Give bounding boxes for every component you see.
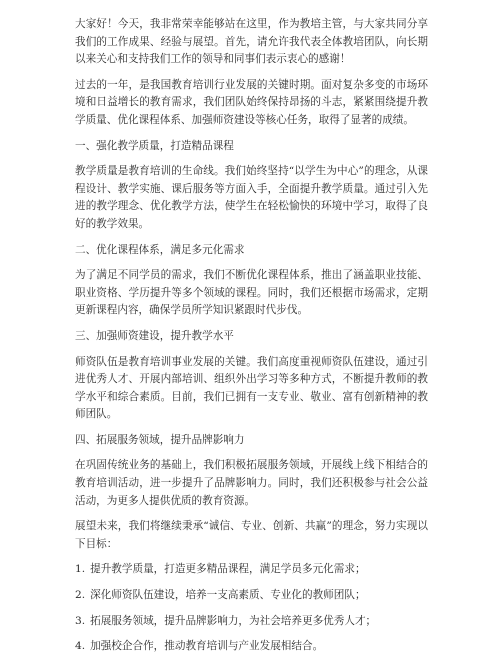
list-item-number: 4. — [75, 640, 86, 653]
opening-paragraph-2: 过去的一年，是我国教育培训行业发展的关键时期。面对复杂多变的市场环境和日益增长的教育需求，我们团队始终保持昂扬的斗志，紧紧围绕提升教学质量、优化课程体系、加强师资建设等核心任务，取得了显著的成绩。 — [75, 78, 428, 126]
section-heading-2: 二、优化课程体系，满足多元化需求 — [75, 243, 245, 256]
list-item-text: 拓展服务领域，提升品牌影响力，为社会培养更多优秀人才； — [90, 614, 377, 627]
section-heading-4: 四、拓展服务领域，提升品牌影响力 — [75, 433, 245, 446]
section-heading-1: 一、强化教学质量，打造精品课程 — [75, 139, 234, 152]
outlook-intro: 展望未来，我们将继续秉承“诚信、专业、创新、共赢”的理念，努力实现以下目标： — [75, 520, 428, 550]
section-heading-3: 三、加强师资建设，提升教学水平 — [75, 329, 234, 342]
list-item — [75, 587, 428, 605]
list-item — [75, 638, 428, 656]
list-item-number: 1. — [75, 563, 86, 576]
section-body-1: 教学质量是教育培训的生命线。我们始终坚持“以学生为中心”的理念，从课程设计、教学实施、课后服务等方面入手，全面提升教学质量。通过引入先进的教学理念、优化教学方法，使学生在轻松愉快的环境中学习，取得了良好的教学效果。 — [75, 165, 428, 230]
list-item-number: 2. — [75, 589, 86, 602]
list-item-number: 3. — [75, 614, 86, 627]
document-content — [75, 16, 428, 664]
goals-list — [75, 561, 428, 655]
list-item — [75, 561, 428, 579]
section-body-3: 师资队伍是教育培训事业发展的关键。我们高度重视师资队伍建设，通过引进优秀人才、开展内部培训、组织外出学习等多种方式，不断提升教师的教学水平和综合素质。目前，我们已拥有一支专业、敬业、富有创新精神的教师团队。 — [75, 355, 428, 421]
section-body-4: 在巩固传统业务的基础上，我们积极拓展服务领域，开展线上线下相结合的教育培训活动，进一步提升了品牌影响力。同时，我们还积极参与社会公益活动，为更多人提供优质的教育资源。 — [75, 459, 428, 507]
list-item-text: 加强校企合作，推动教育培训与产业发展相结合。 — [90, 640, 324, 653]
opening-paragraph-1: 大家好！今天，我非常荣幸能够站在这里，作为教培主管，与大家共同分享我们的工作成果、经验与展望。首先，请允许我代表全体教培团队，向长期以来关心和支持我们工作的领导和同事们表示衷心的感谢！ — [75, 18, 428, 66]
section-body-2: 为了满足不同学员的需求，我们不断优化课程体系，推出了涵盖职业技能、职业资格、学历提升等多个领域的课程。同时，我们还根据市场需求，定期更新课程内容，确保学员所学知识紧跟时代步伐。 — [75, 269, 428, 317]
list-item — [75, 613, 428, 631]
list-item-text: 深化师资队伍建设，培养一支高素质、专业化的教师团队； — [90, 589, 366, 602]
list-item-text: 提升教学质量，打造更多精品课程，满足学员多元化需求； — [90, 563, 366, 576]
